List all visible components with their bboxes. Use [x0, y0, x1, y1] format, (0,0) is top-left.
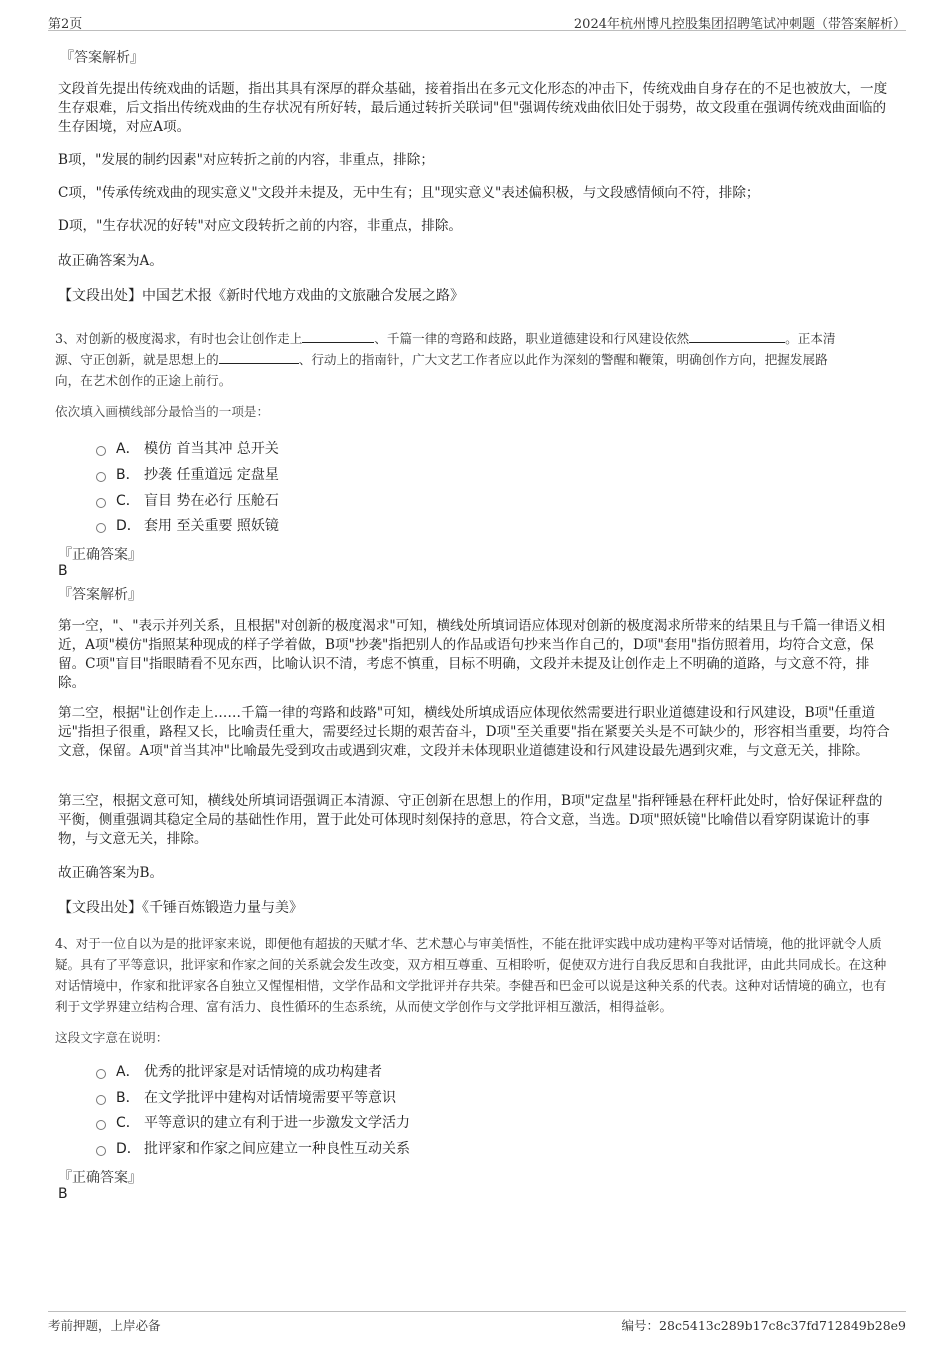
- q3-stem-part-c: 。正本清: [785, 331, 836, 346]
- q3-correct-label: 『正确答案』: [58, 547, 142, 563]
- document-id: 编号：28c5413c289b17c8c37fd712849b28e9: [621, 1318, 906, 1333]
- option-letter: A．: [116, 1064, 140, 1080]
- q3-source: 【文段出处】《千锤百炼锻造力量与美》: [58, 900, 303, 916]
- q2-analysis-label: 『答案解析』: [60, 50, 144, 66]
- q4-correct-answer: B: [58, 1186, 68, 1202]
- option-letter: D．: [116, 518, 141, 534]
- document-title: 2024年杭州博凡控股集团招聘笔试冲刺题（带答案解析）: [573, 17, 906, 32]
- q3-stem: [55, 328, 895, 391]
- q4-option-c[interactable]: [96, 1110, 410, 1134]
- option-letter: B．: [116, 1090, 140, 1106]
- q3-blank-3: [219, 351, 299, 364]
- q2-analysis-paragraph-1: 文段首先提出传统戏曲的话题，指出其具有深厚的群众基础，接着指出在多元文化形态的冲击下，传统戏曲自身存在的不足也被放大，一度生存艰难，后文指出传统戏曲的生存状况有所好转，最后通过转折关联词"但"强调传统戏曲依旧处于弱势，故文段重在强调传统戏曲面临的生存困境，对应A项。: [58, 81, 888, 135]
- q2-conclusion: 故正确答案为A。: [58, 253, 163, 269]
- q2-analysis-paragraph-3: C项，"传承传统戏曲的现实意义"文段并未提及，无中生有；且"现实意义"表述偏积极，与文段感情倾向不符，排除；: [58, 185, 760, 201]
- option-letter: C．: [116, 1115, 140, 1131]
- page-header: [48, 8, 906, 31]
- q4-stem: 4、对于一位自以为是的批评家来说，即便他有超拔的天赋才华、艺术慧心与审美悟性，不能在批评实践中成功建构平等对话情境，他的批评就令人质疑。具有了平等意识，批评家和作家之间的关系就会发生改变，双方相互尊重、互相聆听，促使双方进行自我反思和自我批评，由此共同成长。在这种对话情境中，作家和批评家各自独立又惺惺相惜，文学作品和文学批评并存共荣。李健吾和巴金可以说是这种关系的代表。这种对话情境的确立，也有利于文学界建立结构合理、富有活力、良性循环的生态系统，从而使文学创作与文学批评相互激活，相得益彰。: [55, 936, 887, 1014]
- q3-conclusion: 故正确答案为B。: [58, 865, 164, 881]
- q3-stem-part-a: 3、对创新的极度渴求，有时也会让创作走上: [55, 331, 303, 346]
- q3-stem-part-e: 、行动上的指南针，广大文艺工作者应以此作为深刻的警醒和鞭策，明确创作方向，把握发展路: [298, 352, 828, 367]
- option-letter: A．: [116, 441, 140, 457]
- option-text: 盲目 势在必行 压舱石: [144, 493, 279, 509]
- option-text: 优秀的批评家是对话情境的成功构建者: [144, 1064, 382, 1080]
- radio-button-icon[interactable]: [96, 1120, 106, 1130]
- page-number: 第2页: [48, 17, 83, 32]
- radio-button-icon[interactable]: [96, 1095, 106, 1105]
- q4-correct-label: 『正确答案』: [58, 1170, 142, 1186]
- q4-option-a[interactable]: [96, 1059, 382, 1083]
- q3-blank-2: [689, 330, 785, 343]
- q3-stem-part-b: 、千篇一律的弯路和歧路，职业道德建设和行风建设依然: [374, 331, 690, 346]
- option-text: 在文学批评中建构对话情境需要平等意识: [144, 1090, 396, 1106]
- option-text: 平等意识的建立有利于进一步激发文学活力: [144, 1115, 410, 1131]
- radio-button-icon[interactable]: [96, 523, 106, 533]
- option-letter: C．: [116, 493, 140, 509]
- q3-option-c[interactable]: [96, 488, 279, 512]
- option-letter: D．: [116, 1141, 141, 1157]
- q3-option-a[interactable]: [96, 436, 279, 460]
- option-text: 套用 至关重要 照妖镜: [144, 518, 279, 534]
- q4-option-b[interactable]: [96, 1085, 396, 1109]
- q3-option-b[interactable]: [96, 462, 279, 486]
- radio-button-icon[interactable]: [96, 498, 106, 508]
- q2-analysis-paragraph-2: B项，"发展的制约因素"对应转折之前的内容，非重点，排除；: [58, 152, 434, 168]
- q2-source: 【文段出处】中国艺术报《新时代地方戏曲的文旅融合发展之路》: [58, 288, 464, 304]
- q4-option-d[interactable]: [96, 1136, 410, 1160]
- radio-button-icon[interactable]: [96, 446, 106, 456]
- radio-button-icon[interactable]: [96, 1146, 106, 1156]
- q3-analysis-paragraph-2: 第二空，根据"让创作走上……千篇一律的弯路和歧路"可知，横线处所填成语应体现依然需要进行职业道德建设和行风建设，B项"任重道远"指担子很重，路程又长，比喻责任重大，需要经过长期的艰苦奋斗，D项"至关重要"指在紧要关头是不可缺少的，形容相当重要，均符合文意，保留。A项"首当其冲"比喻最先受到攻击或遇到灾难，文段并未体现职业道德建设和行风建设最先遇到灾难，与文意无关，排除。: [58, 705, 890, 759]
- q3-stem-part-d: 源、守正创新，就是思想上的: [55, 352, 219, 367]
- q3-blank-1: [302, 330, 374, 343]
- radio-button-icon[interactable]: [96, 1069, 106, 1079]
- option-text: 抄袭 任重道远 定盘星: [144, 467, 279, 483]
- q3-analysis-label: 『答案解析』: [58, 587, 142, 603]
- option-text: 批评家和作家之间应建立一种良性互动关系: [144, 1141, 410, 1157]
- footer-slogan: 考前押题，上岸必备: [48, 1318, 161, 1333]
- q3-analysis-paragraph-1: 第一空，"、"表示并列关系，且根据"对创新的极度渴求"可知，横线处所填词语应体现对创新的极度渴求所带来的结果且与千篇一律语义相近，A项"模仿"指照某种现成的样子学着做，B项"抄袭"指把别人的作品或语句抄来当作自己的，D项"套用"指仿照着用，均符合文意，保留。C项"盲目"指眼睛看不见东西，比喻认识不清，考虑不慎重，目标不明确，文段并未提及让创作走上不明确的道路，与文意不符，排除。: [58, 618, 886, 691]
- q3-analysis-paragraph-3: 第三空，根据文意可知，横线处所填词语强调正本清源、守正创新在思想上的作用，B项"定盘星"指秤锤悬在秤杆此处时，恰好保证秤盘的平衡，侧重强调其稳定全局的基础性作用，置于此处可体现时刻保持的意思，符合文意，当选。D项"照妖镜"比喻借以看穿阴谋诡计的事物，与文意无关，排除。: [58, 793, 883, 847]
- q2-analysis-paragraph-4: D项，"生存状况的好转"对应文段转折之前的内容，非重点，排除。: [58, 218, 463, 234]
- q3-prompt: 依次填入画横线部分最恰当的一项是：: [55, 404, 270, 419]
- q3-stem-part-f: 向，在艺术创作的正途上前行。: [55, 373, 232, 388]
- q3-correct-answer: B: [58, 563, 68, 579]
- option-letter: B．: [116, 467, 140, 483]
- option-text: 模仿 首当其冲 总开关: [144, 441, 279, 457]
- q3-option-d[interactable]: [96, 513, 279, 537]
- radio-button-icon[interactable]: [96, 472, 106, 482]
- page-footer: [48, 1311, 906, 1340]
- q4-prompt: 这段文字意在说明：: [55, 1030, 169, 1045]
